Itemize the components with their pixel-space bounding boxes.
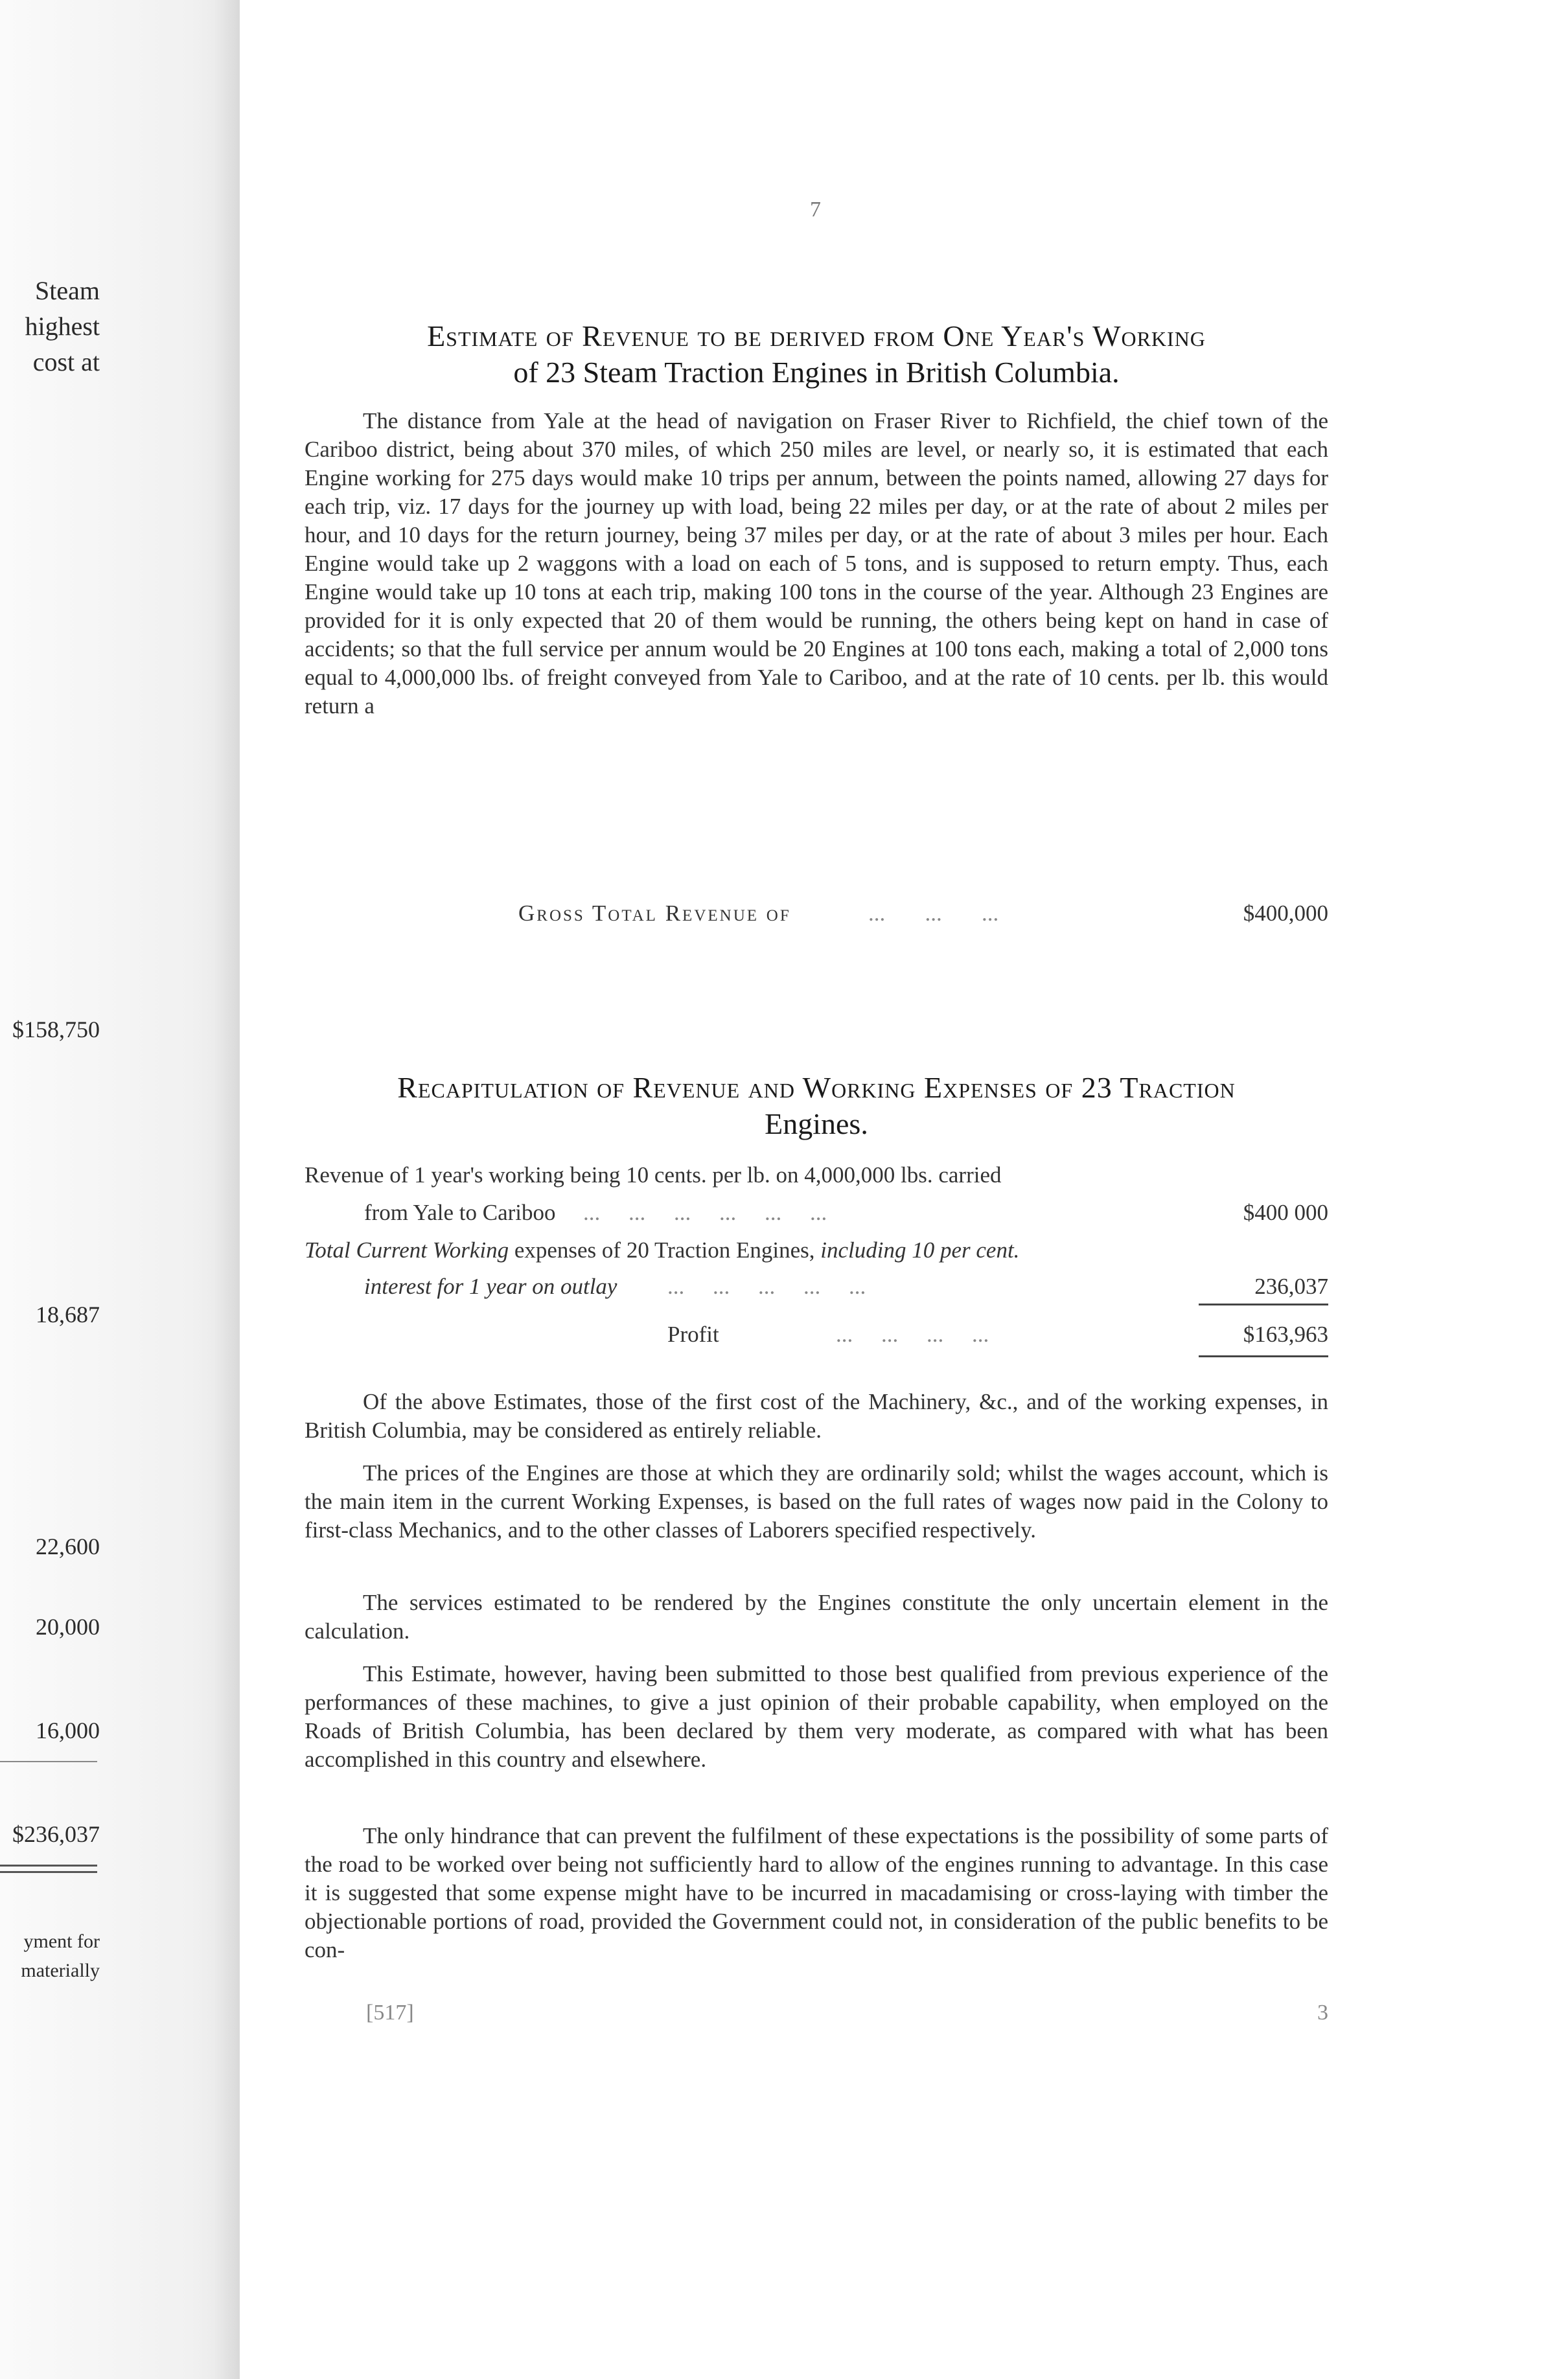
prev-line: materially [21,1960,100,1981]
prev-amount: 18,687 [36,1302,100,1327]
estimate-title-line1: Estimate of Revenue to be derived from One Year's Working [427,319,1206,352]
gross-revenue-row [305,901,1328,930]
prev-line: yment for [23,1931,100,1952]
remark-text: The services estimated to be rendered by the Engines constitute the only uncertain element in the calculation. [305,1590,1328,1644]
expense-mid: expenses of 20 Traction Engines, [509,1237,821,1263]
prev-amount: $158,750 [12,1017,100,1042]
profit-amount: $163,963 [1243,1322,1328,1347]
remark-paragraph-2 [305,1459,1328,1545]
prev-rule [0,1865,97,1867]
profit-dots: ... ... ... ... [836,1322,989,1347]
revenue-amount: $400 000 [1243,1200,1328,1225]
prev-rule [0,1761,97,1762]
expense-tail: including 10 per cent. [820,1237,1020,1263]
remark-paragraph-3 [305,1589,1328,1646]
estimate-paragraph [305,407,1328,720]
expense-row-line1 [305,1237,1328,1267]
signature-number: 3 [1317,2001,1328,2025]
remark-paragraph-5 [305,1822,1328,1964]
gross-revenue-label: Gross Total Revenue of [518,901,791,926]
expense-row-line2 [305,1274,1328,1304]
prev-amount-total: $236,037 [12,1821,100,1847]
profit-label: Profit [667,1322,719,1347]
remark-text: This Estimate, however, having been submitted to those best qualified from previous experience of the performances of these machines, to give a just opinion of their probable capability, when employed on the Roads of British Columbia, has been declared by them very moderate, as compared with what has been accomplished in this country and elsewhere. [305,1661,1328,1772]
expense-dots: ... ... ... ... ... [667,1274,866,1299]
revenue-row-line1 [305,1162,1328,1192]
revenue-route: from Yale to Cariboo [364,1200,556,1225]
gross-revenue-amount: $400,000 [1243,901,1328,926]
remark-paragraph-1 [305,1388,1328,1445]
profit-row [305,1322,1328,1351]
recap-title-line2: Engines. [765,1107,868,1140]
expense-interest-note: interest for 1 year on outlay [364,1274,617,1299]
sum-rule [1199,1304,1328,1305]
signature-mark: [517] [366,2001,414,2025]
previous-page-fragment [0,0,214,2379]
remark-paragraph-4 [305,1660,1328,1774]
estimate-title-line2: of 23 Steam Traction Engines in British Columbia. [513,356,1120,389]
prev-line: Steam [35,276,100,305]
remark-text: The prices of the Engines are those at which they are ordinarily sold; whilst the wages account, which is the main item in the current Working Expenses, is based on the full rates of wages now paid in the Colony to first-class Mechanics, and to the other classes of Laborers specified respectively. [305,1460,1328,1543]
recap-title-line1: Recapitulation of Revenue and Working Expenses of 23 Traction [397,1071,1236,1104]
prev-line: cost at [32,347,100,376]
page-folio: 7 [810,198,821,222]
profit-underline [1199,1355,1328,1357]
remark-text: The only hindrance that can prevent the fulfilment of these expectations is the possibility of some parts of the road to be worked over being not sufficiently hard to allow of the engines running to advantage. In this case it is suggested that some expense might have to be incurred in macadamising or cross-laying with timber the objectionable portions of road, provided the Government could not, in consideration of the public benefits to be con- [305,1823,1328,1962]
prev-rule [0,1871,97,1873]
expense-amount: 236,037 [1254,1274,1328,1299]
binding-shadow [214,0,240,2379]
revenue-dots: ... ... ... ... ... ... [583,1200,827,1225]
prev-amount: 16,000 [36,1718,100,1743]
gross-revenue-dots: ... ... ... [868,901,999,926]
document-page [305,0,1328,2379]
prev-line: highest [25,312,100,341]
estimate-paragraph-text: The distance from Yale at the head of navigation on Fraser River to Richfield, the chief town of the Cariboo district, being about 370 miles, of which 250 miles are level, or nearly so, it is estimated that each Engine working for 275 days would make 10 trips per annum, between the points named, allowing 27 days for each trip, viz. 17 days for the journey up with load, being 22 miles per day, or at the rate of about 2 miles per hour, and 10 days for the return journey, being 37 miles per day, or at the rate of about 3 miles per hour. Each Engine would take up 2 waggons with a load on each of 5 tons, and is supposed to return empty. Thus, each Engine would take up 10 tons at each trip, making 100 tons in the course of the year. Although 23 Engines are provided for it is only expected that 20 of them would be running, the others being kept on hand in case of accidents; so that the full service per annum would be 20 Engines at 100 tons each, making a total of 2,000 tons equal to 4,000,000 lbs. of freight conveyed from Yale to Cariboo, and at the rate of 10 cents. per lb. this would return a [305,408,1328,718]
revenue-row-line2 [305,1200,1328,1230]
prev-amount: 20,000 [36,1614,100,1640]
revenue-description: Revenue of 1 year's working being 10 cents. per lb. on 4,000,000 lbs. carried [305,1162,1002,1188]
prev-amount: 22,600 [36,1534,100,1559]
expense-lead: Total Current Working [305,1237,509,1263]
remark-text: Of the above Estimates, those of the first cost of the Machinery, &c., and of the working expenses, in British Columbia, may be considered as entirely reliable. [305,1389,1328,1443]
